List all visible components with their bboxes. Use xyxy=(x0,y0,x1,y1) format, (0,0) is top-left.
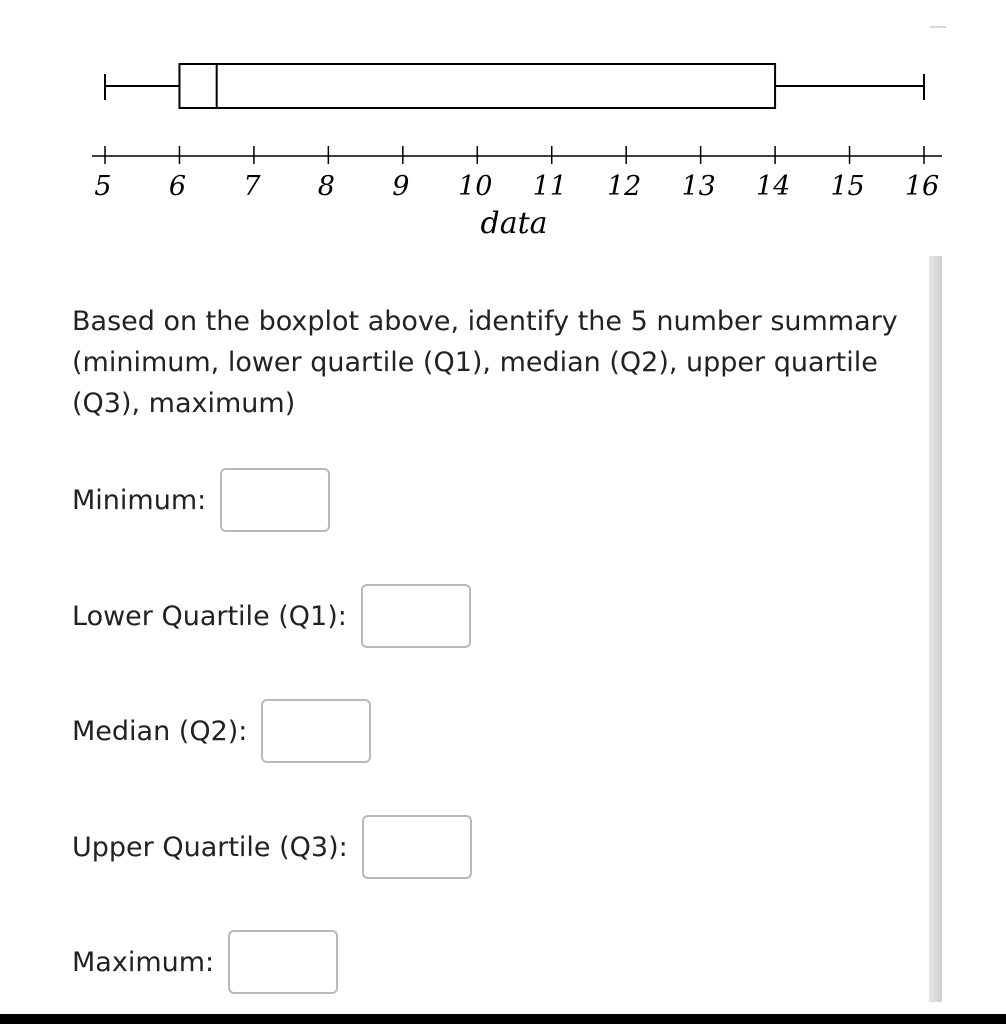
x-tick-label-10: 10 xyxy=(458,171,493,202)
x-tick-label-13: 13 xyxy=(681,171,716,202)
lower-quartile-label: Lower Quartile (Q1): xyxy=(72,600,347,632)
field-row-lower-quartile xyxy=(72,584,471,648)
x-tick-label-14: 14 xyxy=(755,171,791,202)
x-tick-label-8: 8 xyxy=(317,171,335,202)
upper-quartile-label: Upper Quartile (Q3): xyxy=(72,831,348,863)
x-tick-label-5: 5 xyxy=(94,171,112,202)
x-tick-label-7: 7 xyxy=(243,171,261,202)
minimum-label: Minimum: xyxy=(72,484,207,516)
median-input[interactable] xyxy=(261,699,371,763)
maximum-label: Maximum: xyxy=(72,946,215,978)
x-tick-label-16: 16 xyxy=(904,171,940,202)
lower-quartile-input[interactable] xyxy=(361,584,471,648)
minimum-input[interactable] xyxy=(220,468,330,532)
maximum-input[interactable] xyxy=(228,930,338,994)
question-text: Based on the boxplot above, identify the 5 number summary (minimum, lower quartile (Q1), median (Q2), upper quartile (Q3), maximum) xyxy=(72,306,898,419)
median-label: Median (Q2): xyxy=(72,715,248,747)
scrollbar-track[interactable] xyxy=(929,256,942,1002)
field-row-median xyxy=(72,699,371,763)
field-row-maximum xyxy=(72,930,338,994)
x-tick-label-15: 15 xyxy=(830,171,865,202)
x-tick-label-9: 9 xyxy=(392,171,410,202)
field-row-minimum xyxy=(72,468,330,532)
boxplot-chart xyxy=(0,0,1006,250)
x-tick-label-6: 6 xyxy=(168,171,187,202)
upper-quartile-input[interactable] xyxy=(362,815,472,879)
x-axis-title: data xyxy=(480,206,548,241)
x-tick-label-12: 12 xyxy=(607,171,642,202)
field-row-upper-quartile xyxy=(72,815,472,879)
x-tick-label-11: 11 xyxy=(532,171,567,202)
interquartile-box xyxy=(179,64,775,108)
